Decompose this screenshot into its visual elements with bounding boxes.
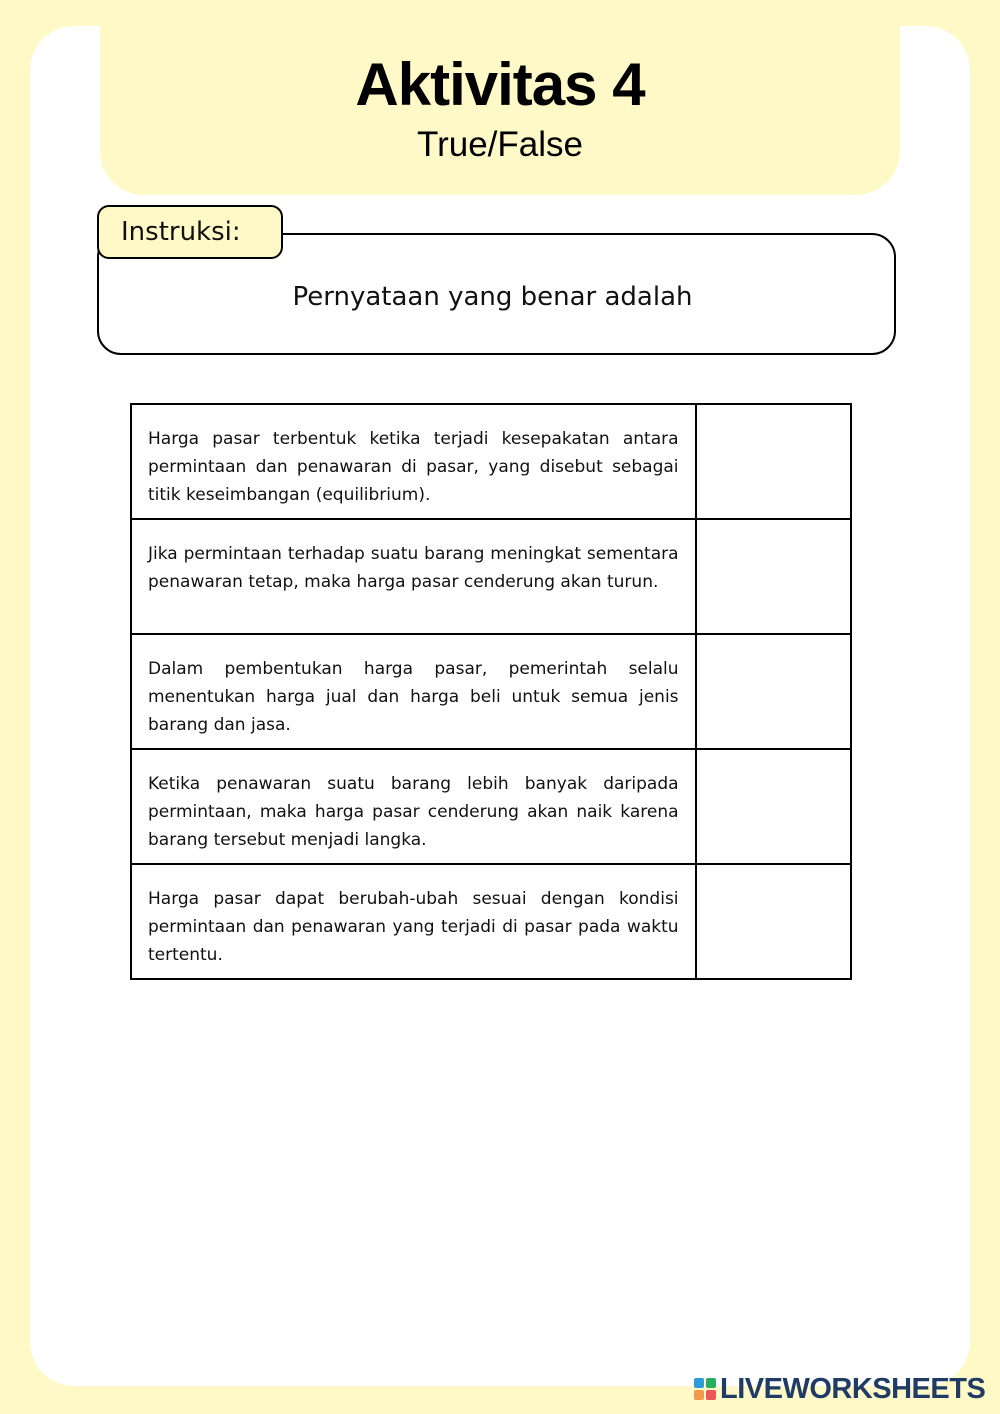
liveworksheets-logo-icon <box>694 1378 716 1400</box>
instruction-text: Pernyataan yang benar adalah <box>292 282 693 312</box>
table-row <box>131 519 851 634</box>
table-row <box>131 749 851 864</box>
statement-text: Harga pasar terbentuk ketika terjadi kesepakatan antara permintaan dan penawaran di pasar, yang disebut sebagai titik keseimbangan (equilibrium). <box>131 404 696 519</box>
liveworksheets-brand <box>694 1374 985 1404</box>
instruction-tab <box>97 205 283 259</box>
answer-field[interactable] <box>696 864 851 979</box>
table-row <box>131 864 851 979</box>
page-subtitle: True/False <box>417 125 583 164</box>
statement-text: Harga pasar dapat berubah-ubah sesuai dengan kondisi permintaan dan penawaran yang terjadi di pasar pada waktu tertentu. <box>131 864 696 979</box>
answer-field[interactable] <box>696 634 851 749</box>
logo-square <box>706 1390 716 1400</box>
true-false-table <box>130 403 852 980</box>
brand-name: LIVEWORKSHEETS <box>720 1372 986 1405</box>
logo-square <box>706 1378 716 1388</box>
instruction-label: Instruksi: <box>121 217 241 247</box>
answer-field[interactable] <box>696 749 851 864</box>
statement-text: Dalam pembentukan harga pasar, pemerintah selalu menentukan harga jual dan harga beli untuk semua jenis barang dan jasa. <box>131 634 696 749</box>
logo-square <box>694 1390 704 1400</box>
answer-field[interactable] <box>696 404 851 519</box>
statement-text: Ketika penawaran suatu barang lebih banyak daripada permintaan, maka harga pasar cenderung akan naik karena barang tersebut menjadi langka. <box>131 749 696 864</box>
statement-text: Jika permintaan terhadap suatu barang meningkat sementara penawaran tetap, maka harga pasar cenderung akan turun. <box>131 519 696 634</box>
page-title: Aktivitas 4 <box>355 51 645 118</box>
table-row <box>131 634 851 749</box>
logo-square <box>694 1378 704 1388</box>
answer-field[interactable] <box>696 519 851 634</box>
table-row <box>131 404 851 519</box>
